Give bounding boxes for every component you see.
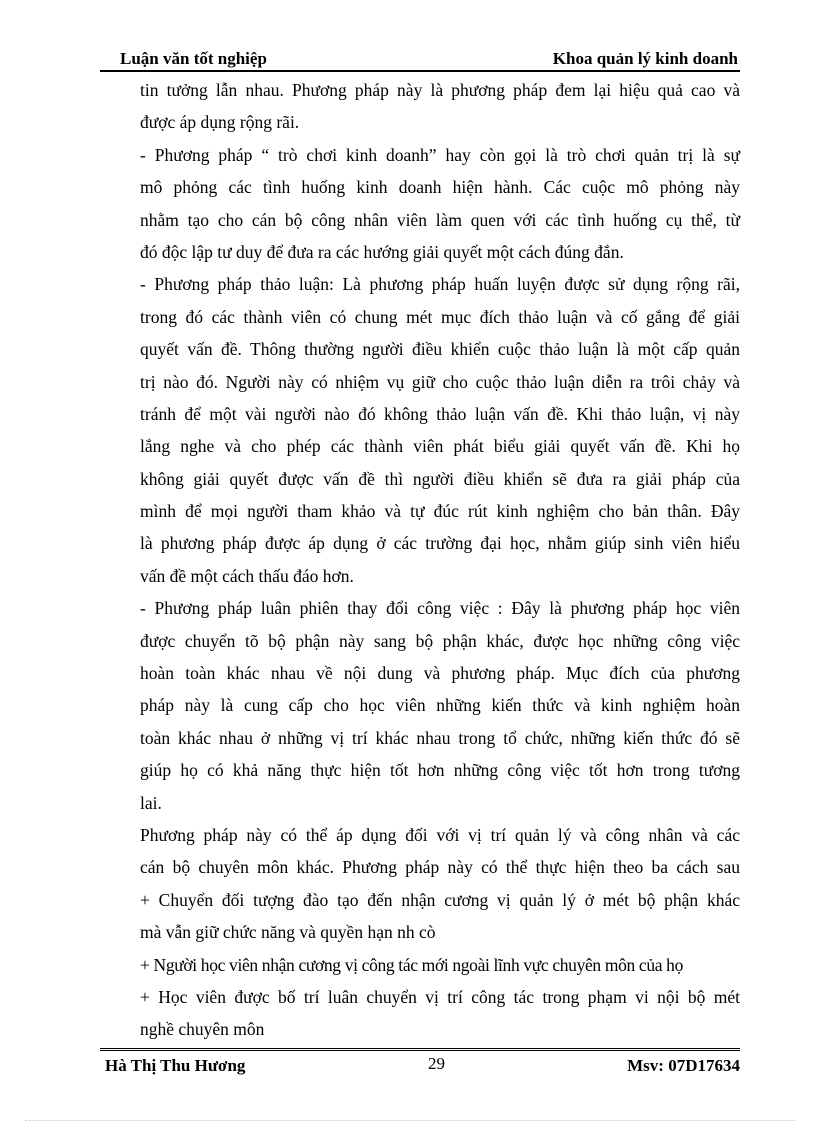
text-line: tin tưởng lẫn nhau. Phương pháp này là phương pháp đem lại hiệu quả cao và bbox=[140, 80, 740, 100]
text-line: trong đó các thành viên có chung mét mục đích thảo luận và cố gắng để giải bbox=[140, 306, 740, 327]
text-line: - Phương pháp thảo luận: Là phương pháp huấn luyện được sử dụng rộng rãi, bbox=[140, 274, 740, 295]
text-line: được chuyển tõ bộ phận này sang bộ phận khác, được học những công việc bbox=[140, 630, 740, 651]
text-line: + Chuyển đối tượng đào tạo đến nhận cương vị quản lý ở mét bộ phận khác bbox=[140, 889, 740, 910]
text-line: - Phương pháp “ trò chơi kinh doanh” hay còn gọi là trò chơi quản trị là sự bbox=[140, 144, 740, 165]
page-body bbox=[140, 74, 740, 1046]
text-line: - Phương pháp luân phiên thay đổi công việc : Đây là phương pháp học viên bbox=[140, 598, 740, 619]
page-footer bbox=[100, 1054, 740, 1078]
page-number: 29 bbox=[428, 1054, 445, 1073]
footer-student-id: Msv: 07D17634 bbox=[627, 1056, 740, 1075]
text-line: + Người học viên nhận cương vị công tác mới ngoài lĩnh vực chuyên môn của họ bbox=[140, 954, 683, 975]
text-line: pháp này là cung cấp cho học viên những kiến thức và kinh nghiệm hoàn bbox=[140, 695, 740, 716]
text-line: tránh để một vài người nào đó không thảo luận vấn đề. Khi thảo luận, vị này bbox=[140, 403, 740, 424]
footer-author-name: Hà Thị Thu Hương bbox=[105, 1056, 246, 1075]
text-line: nhằm tạo cho cán bộ công nhân viên làm quen với các tình huống cụ thể, từ bbox=[140, 209, 740, 230]
text-line: nghề chuyên môn bbox=[140, 1019, 265, 1040]
footer-rule bbox=[100, 1048, 740, 1051]
text-line: mà vẫn giữ chức năng và quyền hạn nh cò bbox=[140, 922, 436, 943]
text-line: mình để mọi người tham khảo và tự đúc rút kinh nghiệm cho bản thân. Đây bbox=[140, 501, 740, 522]
page-bottom-divider bbox=[25, 1120, 795, 1121]
text-line: được áp dụng rộng rãi. bbox=[140, 112, 300, 133]
page-header bbox=[100, 49, 738, 71]
text-line: không giải quyết được vấn đề thì người điều khiển sẽ đưa ra giải pháp của bbox=[140, 468, 740, 489]
text-line: giúp họ có khả năng thực hiện tốt hơn những công việc tốt hơn trong tương bbox=[140, 760, 740, 781]
text-line: + Học viên được bố trí luân chuyển vị trí công tác trong phạm vi nội bộ mét bbox=[140, 986, 740, 1007]
header-thesis-title: Luận văn tốt nghiệp bbox=[120, 49, 267, 68]
text-line: toàn khác nhau ở những vị trí khác nhau trong tổ chức, những kiến thức đó sẽ bbox=[140, 727, 740, 748]
text-line: cán bộ chuyên môn khác. Phương pháp này có thể thực hiện theo ba cách sau bbox=[140, 857, 740, 878]
text-line: hoàn toàn khác nhau về nội dung và phương pháp. Mục đích của phương bbox=[140, 663, 740, 684]
text-line: quyết vấn đề. Thông thường người điều khiển cuộc thảo luận là một cấp quản bbox=[140, 339, 740, 360]
text-line: vấn đề một cách thấu đáo hơn. bbox=[140, 565, 354, 586]
text-line: lai. bbox=[140, 792, 162, 813]
header-faculty-name: Khoa quản lý kinh doanh bbox=[552, 49, 738, 68]
text-line: là phương pháp được áp dụng ở các trường đại học, nhằm giúp sinh viên hiểu bbox=[140, 533, 740, 554]
text-line: đó độc lập tư duy để đưa ra các hướng giải quyết một cách đúng đắn. bbox=[140, 241, 624, 262]
text-line: mô phỏng các tình huống kinh doanh hiện hành. Các cuộc mô phỏng này bbox=[140, 177, 740, 198]
text-line: trị nào đó. Người này có nhiệm vụ giữ cho cuộc thảo luận diễn ra trôi chảy và bbox=[140, 371, 740, 392]
text-line: lắng nghe và cho phép các thành viên phát biểu giải quyết vấn đề. Khi họ bbox=[140, 436, 740, 457]
text-line: Phương pháp này có thể áp dụng đối với vị trí quản lý và công nhân và các bbox=[140, 824, 740, 845]
header-rule bbox=[100, 70, 740, 72]
